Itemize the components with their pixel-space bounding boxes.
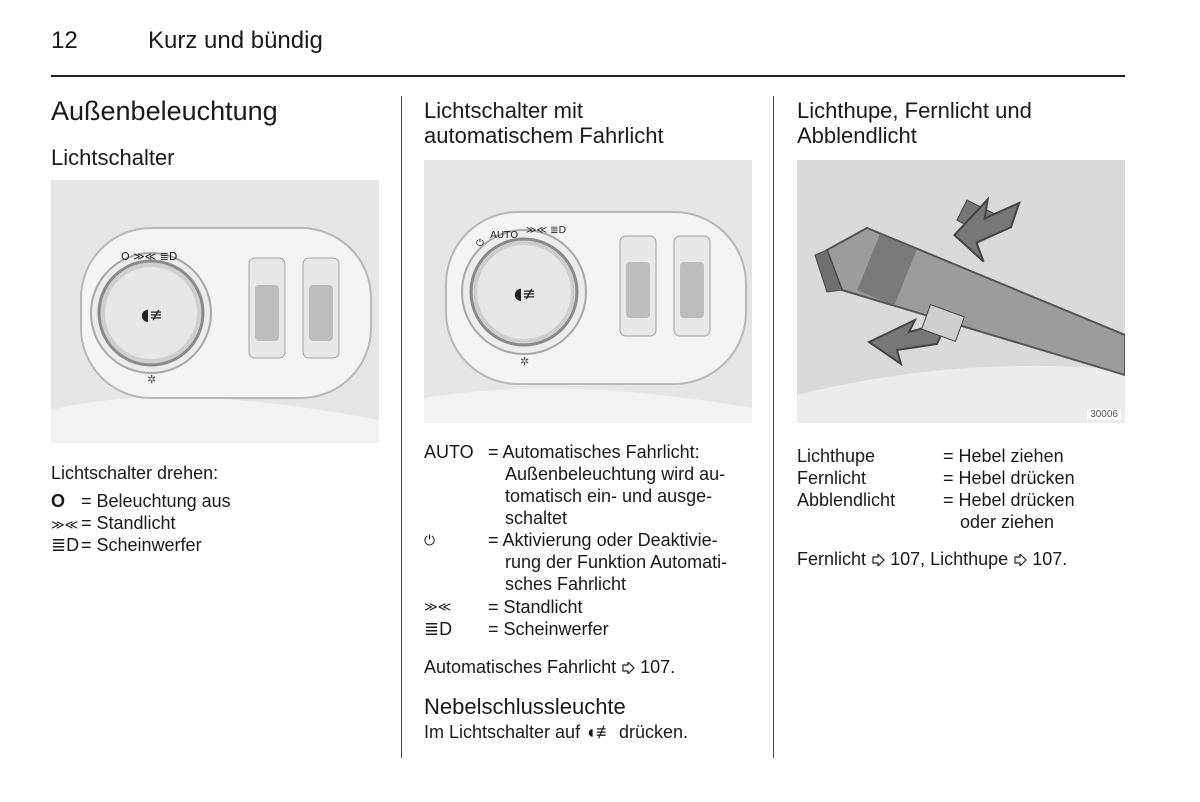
- column-divider-2: [773, 96, 774, 758]
- legend-auto-line4: schaltet: [505, 508, 568, 528]
- svg-text:◖≢: ◖≢: [514, 284, 536, 303]
- row-label-flash: Lichthupe: [797, 446, 876, 466]
- subsection-title: Lichtschalter: [51, 145, 175, 170]
- page-reference-arrow-icon: [1013, 554, 1027, 566]
- column-divider-1: [401, 96, 402, 758]
- fog-light-instruction: Im Lichtschalter auf ◖≢ drücken.: [424, 722, 689, 742]
- light-off-icon: O: [51, 491, 66, 511]
- page-number: 12: [51, 27, 78, 54]
- row-action-flash: = Hebel ziehen: [943, 446, 1064, 466]
- flash-beam-title-line1: Lichthupe, Fernlicht und: [797, 98, 1032, 123]
- legend-key-auto: AUTO: [424, 442, 474, 462]
- legend-auto-line2: Außenbeleuchtung wird au-: [505, 464, 726, 484]
- auto-position-label: AUTO: [490, 230, 519, 241]
- rear-fog-light-icon: ◖≢: [585, 722, 614, 742]
- svg-text:O ≫≪ ≣D: O ≫≪ ≣D: [121, 250, 178, 263]
- chapter-title: Kurz und bündig: [148, 27, 323, 54]
- legend-power-line3: sches Fahrlicht: [505, 574, 627, 594]
- auto-light-switch-illustration: [424, 160, 752, 423]
- legend-power-line2: rung der Funktion Automati-: [505, 552, 728, 572]
- row-label-low-beam: Abblendlicht: [797, 490, 896, 510]
- auto-light-reference[interactable]: Automatisches Fahrlicht 107.: [424, 657, 676, 677]
- legend-row-parking: ≫≪ = Standlicht: [51, 512, 176, 536]
- legend-row-off: O = Beleuchtung aus: [51, 491, 231, 511]
- svg-text:✲: ✲: [147, 373, 157, 386]
- svg-text:⏻: ⏻: [476, 238, 484, 249]
- light-switch-illustration: [51, 180, 379, 443]
- flash-beam-title-line2: Abblendlicht: [797, 123, 917, 148]
- legend-row-headlight: ≣D = Scheinwerfer: [51, 535, 202, 555]
- auto-light-title-line1: Lichtschalter mit: [424, 98, 583, 123]
- headlight-icon: ≣D: [51, 535, 80, 555]
- row-label-high-beam: Fernlicht: [797, 468, 867, 488]
- legend-auto-line1: = Automatisches Fahrlicht:: [488, 442, 700, 462]
- legend-power-line1: = Aktivierung oder Deaktivie-: [488, 530, 718, 550]
- legend-auto-line3: tomatisch ein- und ausge-: [505, 486, 713, 506]
- parking-light-icon: ≫≪: [51, 517, 79, 532]
- header-divider: [51, 75, 1125, 77]
- lever-references[interactable]: Fernlicht 107, Lichthupe 107.: [797, 549, 1068, 569]
- legend-headlight-text: = Scheinwerfer: [488, 619, 609, 639]
- svg-text:✲: ✲: [520, 355, 530, 368]
- auto-light-title-line2: automatischem Fahrlicht: [424, 123, 664, 148]
- row-action-high-beam: = Hebel drücken: [943, 468, 1075, 488]
- svg-text:≫≪ ≣D: ≫≪ ≣D: [526, 225, 567, 236]
- rotate-instruction: Lichtschalter drehen:: [51, 463, 219, 483]
- headlight-icon-2: ≣D: [424, 619, 453, 639]
- section-title: Außenbeleuchtung: [51, 96, 278, 126]
- row-action-low-beam: = Hebel drücken: [943, 490, 1075, 510]
- light-lever-illustration: [797, 160, 1125, 423]
- row-action-low-beam-cont: oder ziehen: [960, 512, 1055, 532]
- power-icon: ⏻: [424, 532, 436, 548]
- fog-light-heading: Nebelschlussleuchte: [424, 694, 626, 719]
- page-reference-arrow-icon: [871, 554, 885, 566]
- svg-text:◖≢: ◖≢: [141, 305, 163, 324]
- page-reference-arrow-icon: [621, 662, 635, 674]
- parking-light-icon-2: ≫≪: [424, 599, 452, 614]
- figure-number: 30006: [1087, 409, 1121, 420]
- legend-parking-text: = Standlicht: [488, 597, 583, 617]
